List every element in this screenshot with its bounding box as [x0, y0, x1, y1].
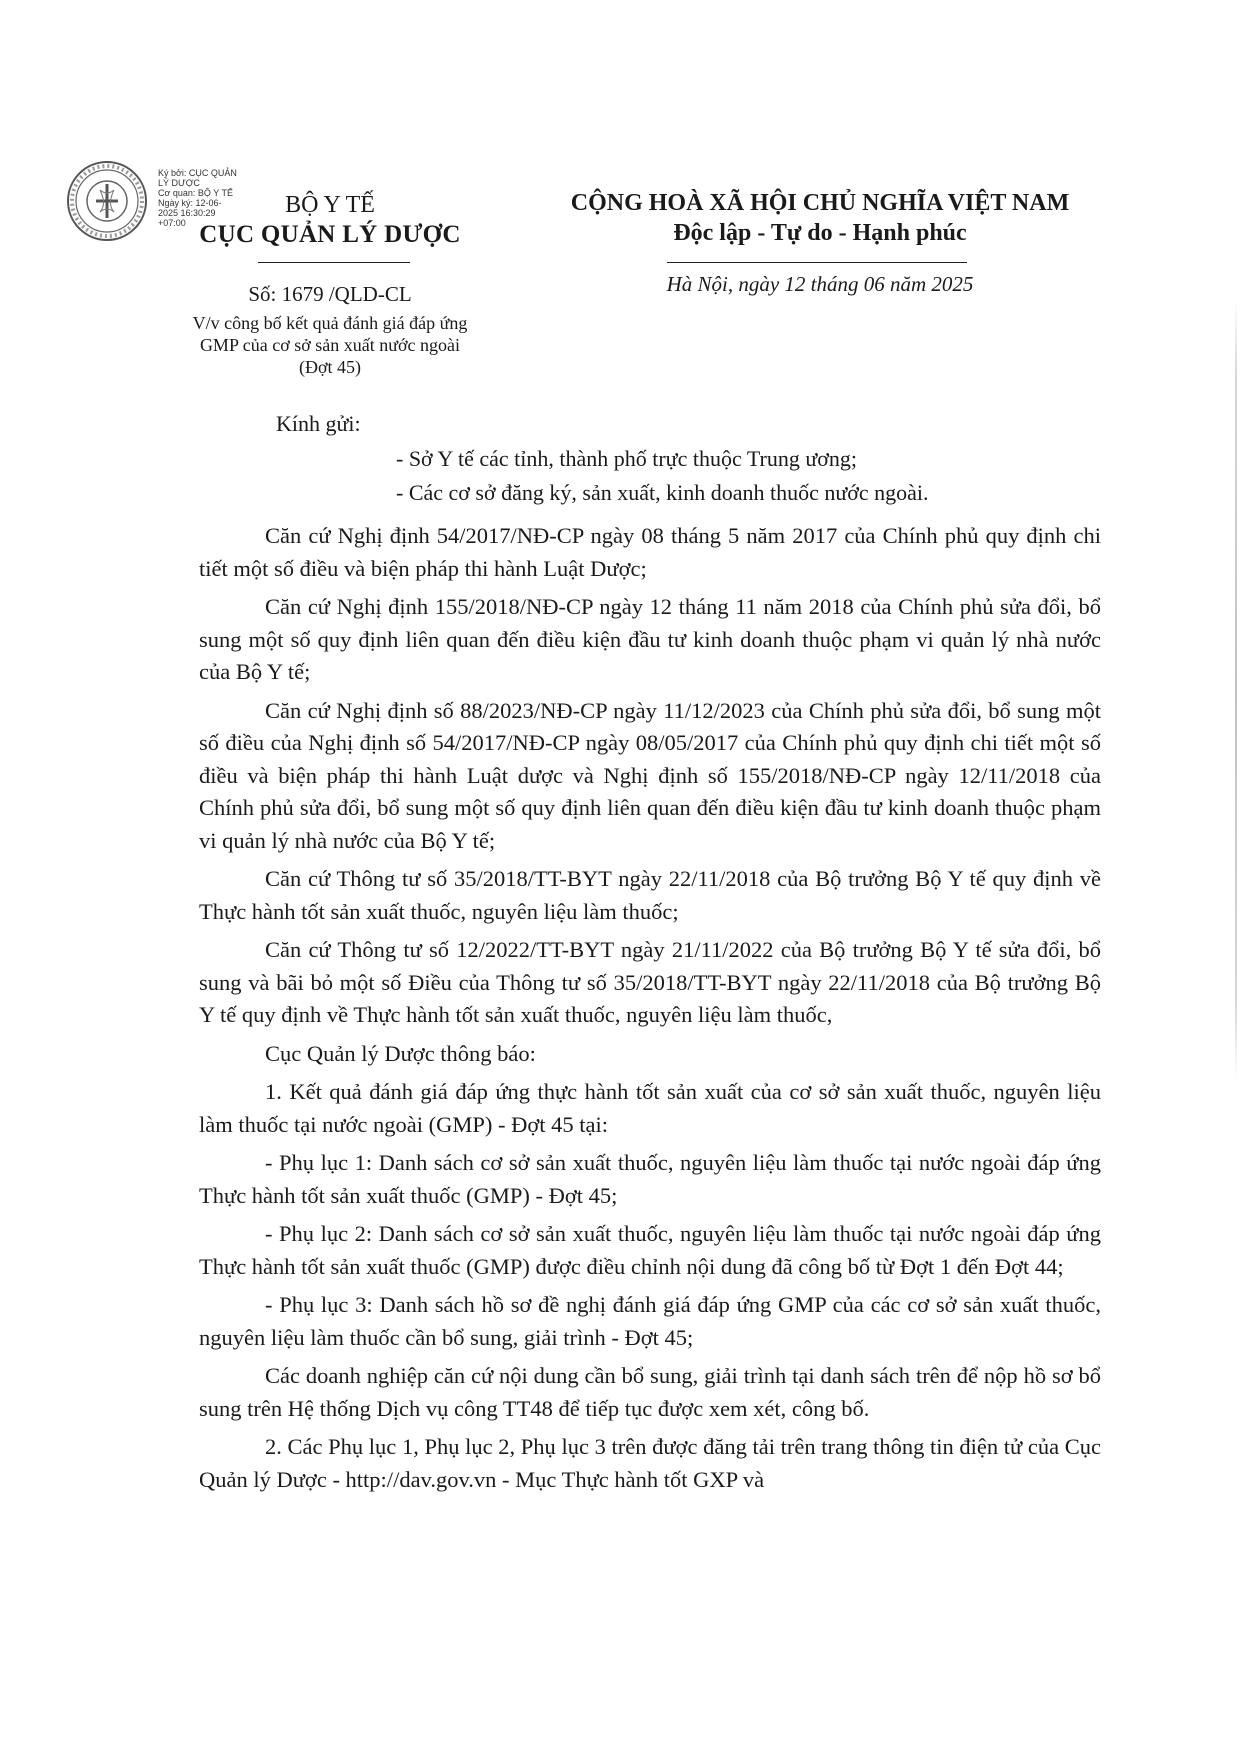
signature-line: LÝ DƯỢC [158, 178, 200, 188]
issuing-organization [140, 190, 520, 250]
body-paragraph: 1. Kết quả đánh giá đáp ứng thực hành tốt sản xuất của cơ sở sản xuất thuốc, nguyên liệu làm thuốc tại nước ngoài (GMP) - Đợt 45 tại: [199, 1079, 1101, 1137]
body-paragraph: 2. Các Phụ lục 1, Phụ lục 2, Phụ lục 3 trên được đăng tải trên trang thông tin điện tử của Cục Quản lý Dược - http://dav.gov.vn - Mục Thực hành tốt GXP và [199, 1434, 1101, 1492]
signature-line: Cơ quan: BỘ Y TẾ [158, 188, 233, 198]
body-paragraph: - Phụ lục 2: Danh sách cơ sở sản xuất thuốc, nguyên liệu làm thuốc tại nước ngoài đáp ứng Thực hành tốt sản xuất thuốc (GMP) được điều chỉnh nội dung đã công bố từ Đợt 1 đến Đợt 44; [199, 1221, 1101, 1279]
body-paragraph: - Phụ lục 3: Danh sách hồ sơ đề nghị đánh giá đáp ứng GMP của các cơ sở sản xuất thuốc, nguyên liệu làm thuốc cần bổ sung, giải trình - Đợt 45; [199, 1292, 1101, 1350]
body-paragraph: Cục Quản lý Dược thông báo: [265, 1040, 536, 1066]
body-paragraph: Căn cứ Nghị định số 88/2023/NĐ-CP ngày 11/12/2023 của Chính phủ sửa đổi, bổ sung một số điều của Nghị định số 54/2017/NĐ-CP ngày 08/05/2017 của Chính phủ quy định chi tiết một số điều và biện pháp thi hành Luật dược và Nghị định số 155/2018/NĐ-CP ngày 12/11/2018 của Chính phủ sửa đổi, bổ sung một số quy định liên quan đến điều kiện đầu tư kinh doanh thuộc phạm vi quản lý nhà nước của Bộ Y tế; [199, 697, 1101, 853]
body-paragraph: Căn cứ Thông tư số 12/2022/TT-BYT ngày 21/11/2022 của Bộ trưởng Bộ Y tế sửa đổi, bổ sung và bãi bỏ một số Điều của Thông tư số 35/2018/TT-BYT ngày 22/11/2018 của Bộ trưởng Bộ Y tế quy định về Thực hành tốt sản xuất thuốc, nguyên liệu làm thuốc, [199, 937, 1101, 1027]
scan-edge-artifact [1235, 300, 1237, 1080]
signature-line: +07:00 [158, 218, 186, 228]
header-divider-left [258, 262, 410, 263]
salutation: Kính gửi: [276, 411, 361, 436]
national-heading [520, 188, 1120, 248]
subject-line: V/v công bố kết quả đánh giá đáp ứng [192, 313, 468, 333]
subject-line: (Đợt 45) [298, 357, 361, 377]
recipient-item: - Các cơ sở đăng ký, sản xuất, kinh doanh thuốc nước ngoài. [396, 480, 929, 505]
signature-line: Ký bởi: CỤC QUẢN [158, 168, 237, 178]
document-body [199, 520, 1101, 1502]
header-divider-right [667, 262, 967, 263]
national-motto: Độc lập - Tự do - Hạnh phúc [673, 220, 967, 246]
signature-line: Ngày ký: 12-06- [158, 198, 222, 208]
body-paragraph: Căn cứ Nghị định 155/2018/NĐ-CP ngày 12 tháng 11 năm 2018 của Chính phủ sửa đổi, bổ sung một số quy định liên quan đến điều kiện đầu tư kinh doanh thuộc phạm vi quản lý nhà nước của Bộ Y tế; [199, 594, 1101, 684]
body-paragraph: Căn cứ Thông tư số 35/2018/TT-BYT ngày 22/11/2018 của Bộ trưởng Bộ Y tế quy định về Thực hành tốt sản xuất thuốc, nguyên liệu làm thuốc; [199, 866, 1101, 924]
digital-signature-seal-icon [66, 160, 148, 242]
ministry-name: BỘ Y TẾ [285, 192, 375, 218]
recipient-list [396, 442, 929, 510]
document-subject [140, 312, 520, 378]
agency-name: CỤC QUẢN LÝ DƯỢC [199, 221, 461, 248]
recipient-item: - Sở Y tế các tỉnh, thành phố trực thuộc Trung ương; [396, 446, 857, 471]
body-paragraph: Căn cứ Nghị định 54/2017/NĐ-CP ngày 08 tháng 5 năm 2017 của Chính phủ quy định chi tiết một số điều và biện pháp thi hành Luật Dược; [199, 523, 1101, 581]
document-number: Số: 1679 /QLD-CL [248, 282, 412, 306]
body-paragraph: Các doanh nghiệp căn cứ nội dung cần bổ sung, giải trình tại danh sách trên để nộp hồ sơ bổ sung trên Hệ thống Dịch vụ công TT48 để tiếp tục được xem xét, công bố. [199, 1363, 1101, 1421]
subject-line: GMP của cơ sở sản xuất nước ngoài [199, 335, 461, 355]
body-paragraph: - Phụ lục 1: Danh sách cơ sở sản xuất thuốc, nguyên liệu làm thuốc tại nước ngoài đáp ứng Thực hành tốt sản xuất thuốc (GMP) - Đợt 45; [199, 1150, 1101, 1208]
nation-name: CỘNG HOÀ XÃ HỘI CHỦ NGHĨA VIỆT NAM [570, 190, 1070, 216]
signature-line: 2025 16:30:29 [158, 208, 216, 218]
document-date: Hà Nội, ngày 12 tháng 06 năm 2025 [666, 272, 974, 296]
